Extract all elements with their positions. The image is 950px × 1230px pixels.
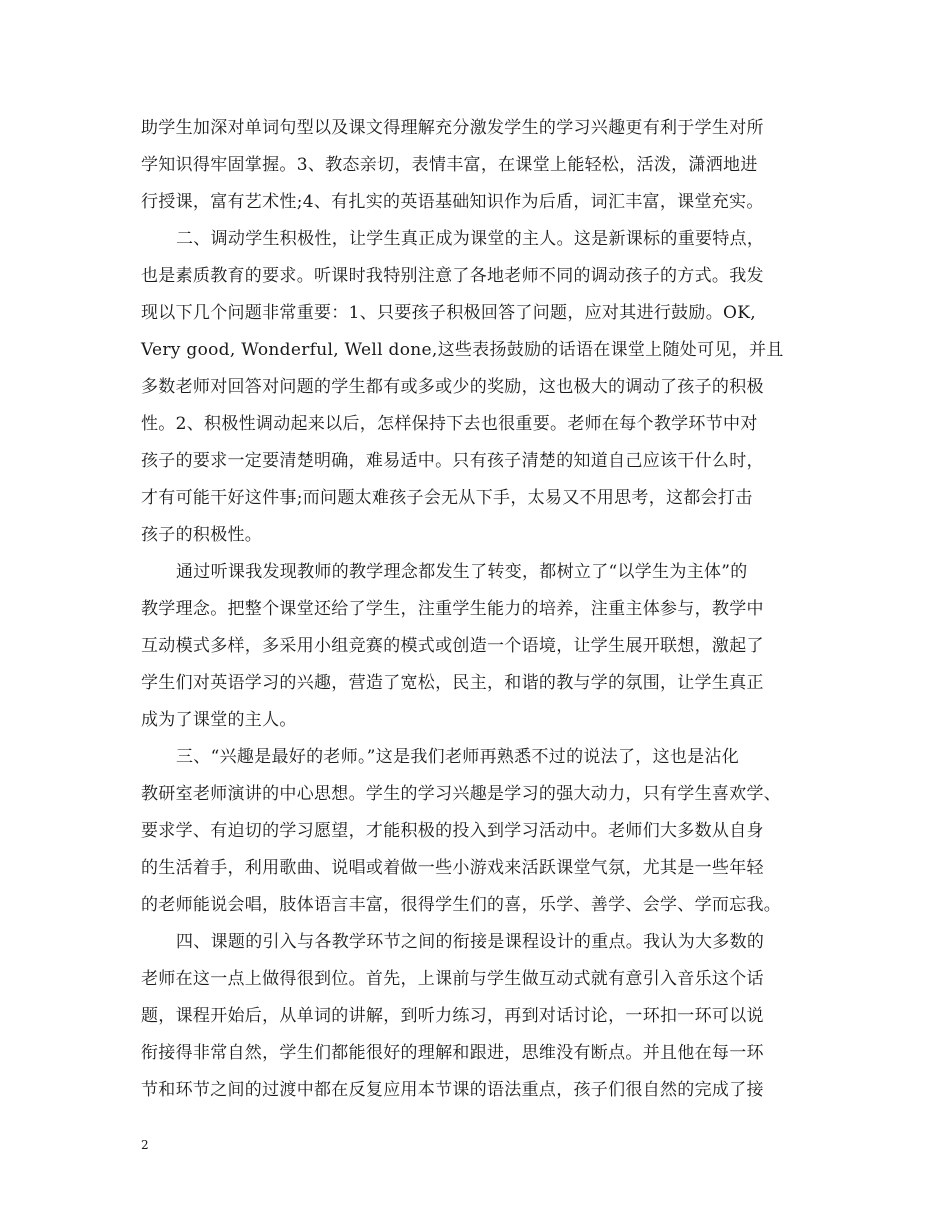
paragraph-start-line: 二、调动学生积极性，让学生真正成为课堂的主人。这是新课标的重要特点， (176, 229, 765, 249)
text-line: 助学生加深对单词句型以及课文得理解充分激发学生的学习兴趣更有利于学生对所 (141, 118, 764, 138)
text-line: 现以下几个问题非常重要：1、只要孩子积极回答了问题，应对其进行鼓励。OK, (141, 303, 756, 323)
text-line: 行授课，富有艺术性;4、有扎实的英语基础知识作为后盾，词汇丰富，课堂充实。 (141, 192, 764, 212)
text-line: 要求学、有迫切的学习愿望，才能积极的投入到学习活动中。老师们大多数从自身 (141, 821, 764, 841)
text-line: 孩子的要求一定要清楚明确，难易适中。只有孩子清楚的知道自己应该干什么时， (141, 451, 764, 471)
text-line: 互动模式多样，多采用小组竞赛的模式或创造一个语境，让学生展开联想，激起了 (141, 636, 764, 656)
text-line: 学生们对英语学习的兴趣，营造了宽松，民主，和谐的教与学的氛围，让学生真正 (141, 673, 764, 693)
paragraph-start-line: 通过听课我发现教师的教学理念都发生了转变，都树立了“以学生为主体”的 (176, 562, 748, 582)
text-line: 才有可能干好这件事;而问题太难孩子会无从下手，太易又不用思考，这都会打击 (141, 488, 753, 508)
text-line: 孩子的积极性。 (141, 525, 263, 545)
text-line: 教学理念。把整个课堂还给了学生，注重学生能力的培养，注重主体参与，教学中 (141, 599, 764, 619)
text-line: 也是素质教育的要求。听课时我特别注意了各地老师不同的调动孩子的方式。我发 (141, 266, 764, 286)
text-line: 的生活着手，利用歌曲、说唱或着做一些小游戏来活跃课堂气氛，尤其是一些年轻 (141, 858, 764, 878)
text-line: 节和环节之间的过渡中都在反复应用本节课的语法重点，孩子们很自然的完成了接 (141, 1080, 764, 1100)
text-line: 教研室老师演讲的中心思想。学生的学习兴趣是学习的强大动力，只有学生喜欢学、 (141, 784, 782, 804)
text-line: 性。2、积极性调动起来以后，怎样保持下去也很重要。老师在每个教学环节中对 (141, 414, 758, 434)
text-line: 多数老师对回答对问题的学生都有或多或少的奖励，这也极大的调动了孩子的积极 (141, 377, 764, 397)
text-line: 题，课程开始后，从单词的讲解，到听力练习，再到对话讨论，一环扣一环可以说 (141, 1006, 764, 1026)
text-line: 衔接得非常自然，学生们都能很好的理解和跟进，思维没有断点。并且他在每一环 (141, 1043, 764, 1063)
paragraph-start-line: 四、课题的引入与各教学环节之间的衔接是课程设计的重点。我认为大多数的 (176, 932, 765, 952)
paragraph-start-line: 三、“兴趣是最好的老师。”这是我们老师再熟悉不过的说法了，这也是沾化 (176, 747, 740, 767)
text-line: Very good, Wonderful, Well done,这些表扬鼓励的话语在课堂上随处可见，并且 (141, 340, 784, 360)
text-line: 的老师能说会唱，肢体语言丰富，很得学生们的喜，乐学、善学、会学、学而忘我。 (141, 895, 782, 915)
text-line: 学知识得牢固掌握。3、教态亲切，表情丰富，在课堂上能轻松，活泼，潇洒地进 (141, 155, 758, 175)
page-number: 2 (141, 1138, 149, 1152)
text-line: 成为了课堂的主人。 (141, 710, 297, 730)
text-line: 老师在这一点上做得很到位。首先，上课前与学生做互动式就有意引入音乐这个话 (141, 969, 764, 989)
